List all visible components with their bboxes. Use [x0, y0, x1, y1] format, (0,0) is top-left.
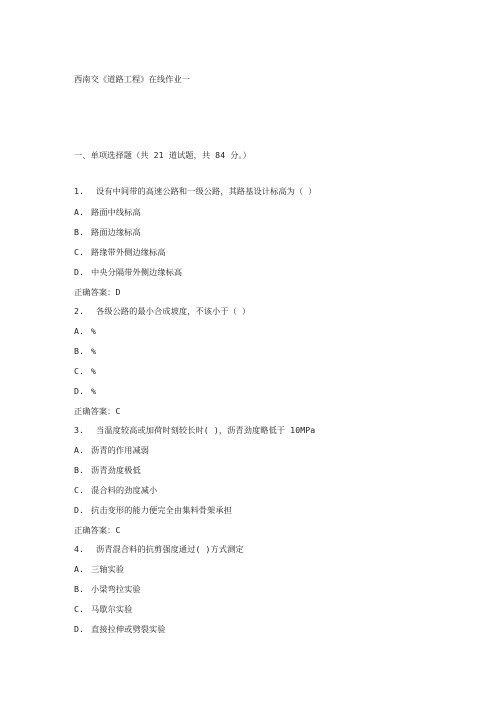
question-text: 各级公路的最小合成坡度，不该小于（ ） [96, 306, 251, 316]
answer-label: 正确答案： [74, 287, 116, 297]
option-text: % [91, 386, 97, 396]
correct-answer [74, 525, 120, 536]
option-letter: A. [74, 326, 85, 336]
option-item [74, 485, 157, 496]
option-item [74, 346, 96, 357]
option-text: 三轴实验 [91, 564, 125, 574]
question-number: 1. [74, 186, 85, 196]
option-text: 中央分隔带外侧边缘标高 [91, 267, 183, 277]
option-text: % [91, 346, 97, 356]
question-stem [74, 306, 250, 317]
answer-label: 正确答案： [74, 525, 116, 535]
option-letter: B. [74, 227, 85, 237]
question-stem [74, 425, 315, 436]
option-letter: C. [74, 366, 85, 376]
option-item [74, 445, 149, 456]
correct-answer [74, 287, 120, 298]
answer-value: C [115, 406, 121, 416]
question-number: 2. [74, 306, 85, 316]
question-stem [74, 186, 317, 197]
option-item [74, 624, 166, 635]
option-item [74, 505, 232, 516]
option-item [74, 465, 141, 476]
document-title: 西南交《道路工程》在线作业一 [74, 74, 191, 84]
option-letter: C. [74, 604, 85, 614]
option-text: 马歇尔实验 [91, 604, 133, 614]
option-letter: D. [74, 505, 85, 515]
question-text: 沥青混合料的抗剪强度通过( )方式测定 [96, 544, 244, 554]
option-letter: B. [74, 584, 85, 594]
answer-value: D [115, 287, 121, 297]
option-text: 沥青劲度极低 [91, 465, 141, 475]
option-letter: A. [74, 207, 85, 217]
option-text: % [91, 326, 97, 336]
option-text: 直接拉伸或劈裂实验 [91, 624, 166, 634]
option-text: 路面边缘标高 [91, 227, 141, 237]
option-text: 混合料的劲度减小 [91, 485, 158, 495]
question-number: 4. [74, 544, 85, 554]
option-item [74, 584, 141, 595]
option-text: 路面中线标高 [91, 207, 141, 217]
option-text: 路缘带外侧边缘标高 [91, 247, 166, 257]
option-letter: D. [74, 267, 85, 277]
section-heading: 一、单项选择题（共 21 道试题，共 84 分。） [74, 150, 252, 160]
option-item [74, 207, 141, 218]
option-item [74, 326, 96, 337]
option-letter: B. [74, 346, 85, 356]
option-letter: C. [74, 247, 85, 257]
option-text: % [91, 366, 97, 376]
option-letter: A. [74, 445, 85, 455]
option-letter: B. [74, 465, 85, 475]
option-item [74, 564, 124, 575]
option-letter: D. [74, 624, 85, 634]
option-item [74, 247, 166, 258]
question-text: 当温度较高或加荷时刻较长时( )，沥青劲度略低于 10MPa [96, 425, 316, 435]
option-letter: D. [74, 386, 85, 396]
option-item [74, 604, 132, 615]
option-item [74, 366, 96, 377]
option-letter: C. [74, 485, 85, 495]
question-text: 设有中间带的高速公路和一级公路，其路基设计标高为（ ） [96, 186, 317, 196]
option-letter: A. [74, 564, 85, 574]
option-text: 沥青的作用减弱 [91, 445, 150, 455]
question-stem [74, 544, 244, 555]
option-text: 小梁弯拉实验 [91, 584, 141, 594]
question-number: 3. [74, 425, 85, 435]
option-text: 抗击变形的能力便完全由集料骨架承担 [91, 505, 232, 515]
option-item [74, 386, 96, 397]
answer-label: 正确答案： [74, 406, 116, 416]
option-item [74, 227, 141, 238]
answer-value: C [115, 525, 121, 535]
correct-answer [74, 406, 120, 417]
option-item [74, 267, 182, 278]
